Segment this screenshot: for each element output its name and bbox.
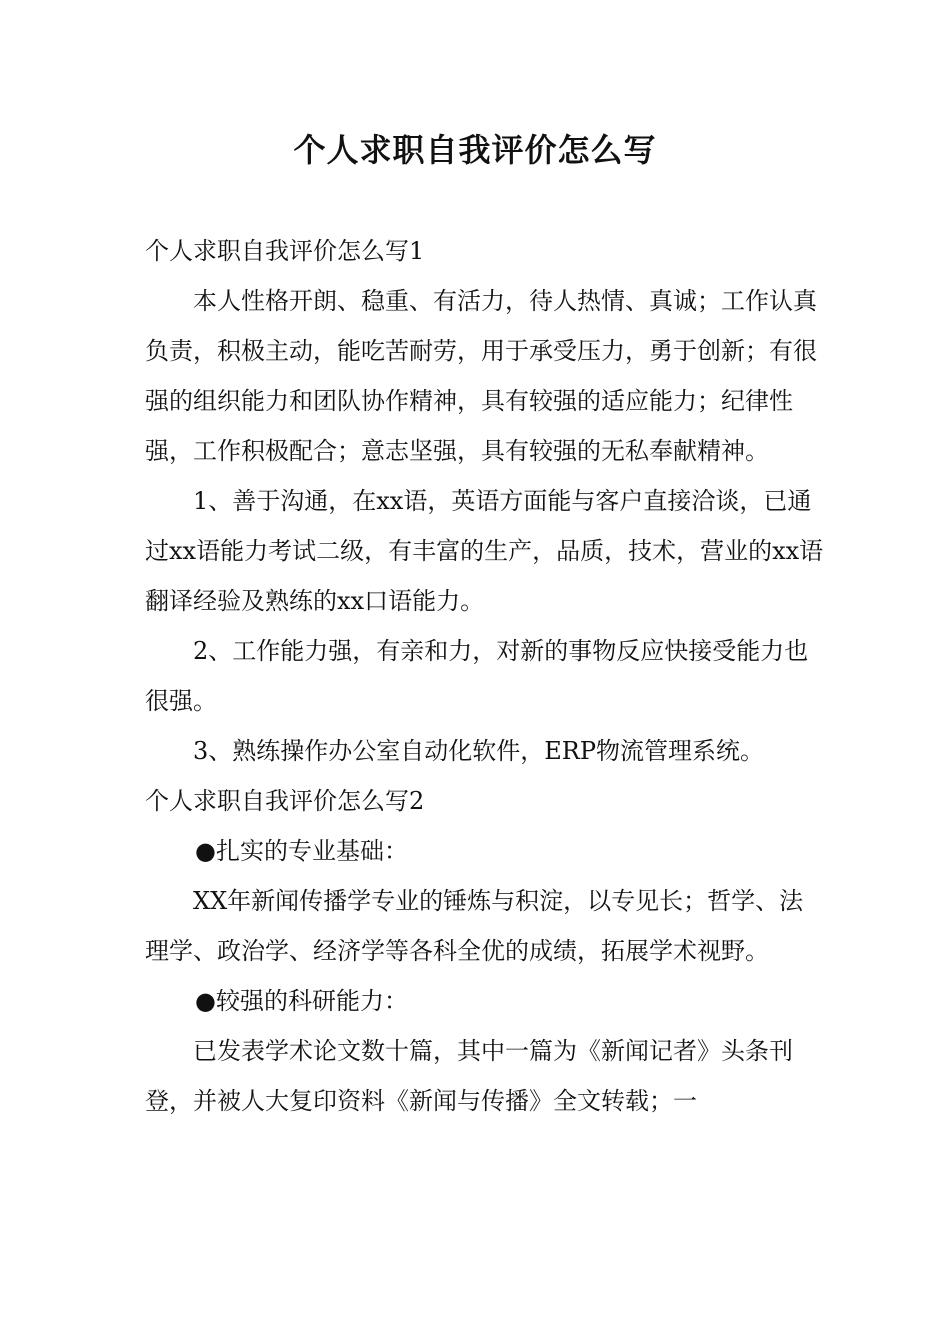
paragraph-point-1: 1、善于沟通，在xx语，英语方面能与客户直接洽谈，已通过xx语能力考试二级，有丰富的生产，品质，技术，营业的xx语翻译经验及熟练的xx口语能力。 — [145, 487, 824, 615]
document-title: 个人求职自我评价怎么写 — [293, 131, 657, 169]
paragraph-bullet-2: 已发表学术论文数十篇，其中一篇为《新闻记者》头条刊登，并被人大复印资料《新闻与传播》全文转载；一 — [145, 1037, 793, 1115]
document-body — [145, 226, 825, 1126]
bullet-label-2: ●较强的科研能力： — [195, 987, 408, 1015]
paragraph-bullet-1: XX年新闻传播学专业的锤炼与积淀，以专见长；哲学、法理学、政治学、经济学等各科全优的成绩，拓展学术视野。 — [145, 887, 804, 965]
paragraph-intro: 本人性格开朗、稳重、有活力，待人热情、真诚；工作认真负责，积极主动，能吃苦耐劳，用于承受压力，勇于创新；有很强的组织能力和团队协作精神，具有较强的适应能力；纪律性强，工作积极配合；意志坚强，具有较强的无私奉献精神。 — [145, 287, 817, 465]
section-heading-2: 个人求职自我评价怎么写2 — [145, 787, 425, 815]
paragraph-point-3: 3、熟练操作办公室自动化软件，ERP物流管理系统。 — [193, 737, 765, 765]
paragraph-point-2: 2、工作能力强，有亲和力，对新的事物反应快接受能力也很强。 — [145, 637, 809, 715]
bullet-label-1: ●扎实的专业基础： — [195, 837, 408, 865]
section-heading-1: 个人求职自我评价怎么写1 — [145, 237, 425, 265]
